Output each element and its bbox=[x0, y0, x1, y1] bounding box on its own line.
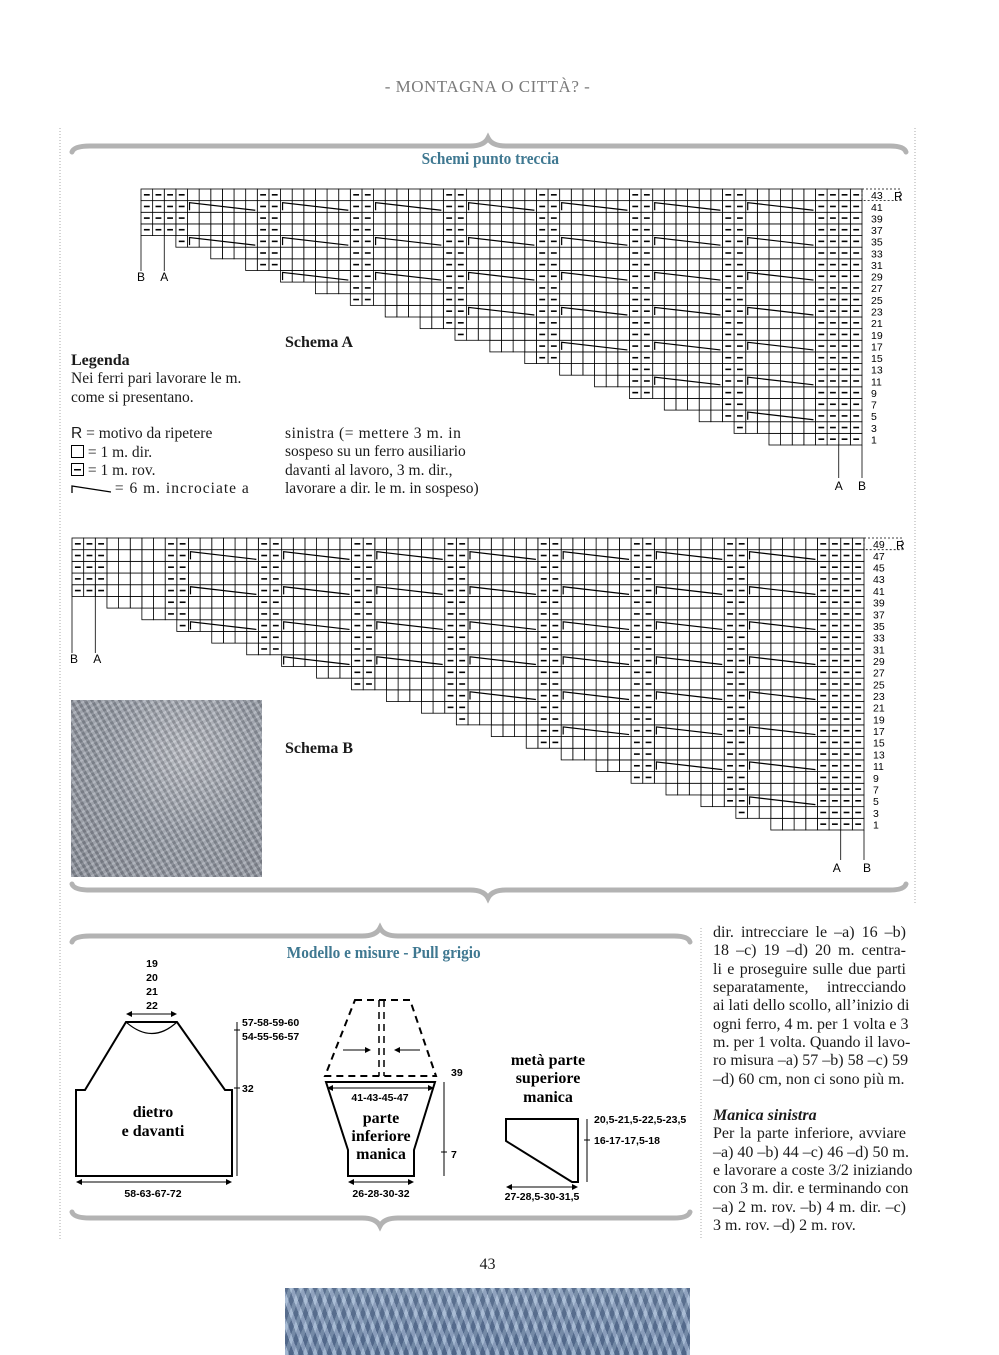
row-number: 35 bbox=[871, 236, 883, 249]
chart-cell bbox=[771, 783, 783, 795]
chart-cell bbox=[782, 596, 794, 608]
sleeve-upper-dashed-outline bbox=[325, 1000, 436, 1076]
chart-cell bbox=[782, 538, 794, 550]
chart-cell bbox=[759, 585, 771, 597]
chart-cell bbox=[794, 666, 806, 678]
chart-cell bbox=[713, 550, 725, 562]
row-number: 9 bbox=[873, 772, 879, 785]
chart-cell bbox=[713, 596, 725, 608]
chart-cell bbox=[771, 748, 783, 760]
row-number: 15 bbox=[871, 353, 883, 366]
chart-cell bbox=[771, 561, 783, 573]
chart-cell bbox=[759, 538, 771, 550]
row-number: 3 bbox=[871, 422, 877, 435]
legend-item-text: = 1 m. dir. bbox=[87, 443, 153, 461]
chart-cell bbox=[782, 643, 794, 655]
marker-label: A bbox=[834, 479, 843, 493]
chart-cell bbox=[806, 550, 818, 562]
chart-cell bbox=[759, 713, 771, 725]
chart-cell bbox=[771, 573, 783, 585]
chart-cell bbox=[806, 655, 818, 667]
neck-measure: 20 bbox=[146, 972, 158, 984]
chart-cell bbox=[759, 795, 771, 807]
chart-cell bbox=[782, 807, 794, 819]
row-number: 23 bbox=[873, 691, 885, 704]
chart-cell bbox=[794, 608, 806, 620]
chart-cell bbox=[748, 783, 760, 795]
legend-continuation-line: lavorare a dir. le m. in sospeso) bbox=[285, 480, 479, 498]
chart-cell bbox=[759, 596, 771, 608]
chart-cell bbox=[782, 631, 794, 643]
chart-cell bbox=[771, 807, 783, 819]
front-label: e davanti bbox=[121, 1123, 185, 1140]
chart-cell bbox=[713, 760, 725, 772]
text-line: Per la parte inferiore, avviare bbox=[713, 1125, 906, 1143]
chart-cell bbox=[794, 538, 806, 550]
front-height-total: 57-58-59-60 bbox=[242, 1017, 300, 1029]
chart-cell bbox=[713, 690, 725, 702]
chart-cell bbox=[748, 631, 760, 643]
row-number: 21 bbox=[871, 318, 883, 331]
chart-cell bbox=[782, 783, 794, 795]
chart-cell bbox=[794, 550, 806, 562]
chart-cell bbox=[806, 807, 818, 819]
chart-cell bbox=[806, 631, 818, 643]
text-line: –a) 40 –b) 44 –c) 46 –d) 50 m. bbox=[713, 1143, 909, 1161]
upper-sleeve-label: superiore bbox=[515, 1070, 581, 1087]
chart-cell bbox=[794, 631, 806, 643]
row-number: 11 bbox=[873, 761, 884, 774]
chart-cell bbox=[794, 643, 806, 655]
chart-cell bbox=[771, 737, 783, 749]
chart-cell bbox=[794, 818, 806, 830]
knit-texture-photo bbox=[285, 1288, 690, 1355]
sleeve-lower-label: parte bbox=[362, 1110, 400, 1127]
chart-cell bbox=[701, 620, 713, 632]
row-number: 1 bbox=[873, 819, 879, 832]
instructions-column bbox=[713, 924, 913, 1236]
chart-cell bbox=[806, 795, 818, 807]
chart-cell bbox=[806, 666, 818, 678]
chart-cell bbox=[806, 725, 818, 737]
chart-cell bbox=[759, 737, 771, 749]
chart-cell bbox=[771, 678, 783, 690]
row-number: 21 bbox=[873, 702, 885, 715]
chart-cell bbox=[806, 538, 818, 550]
chart-cell bbox=[806, 818, 818, 830]
page-number: 43 bbox=[479, 1256, 496, 1273]
marker-label: B bbox=[862, 861, 872, 875]
chart-cell bbox=[701, 561, 713, 573]
chart-cell bbox=[771, 643, 783, 655]
chart-cell bbox=[759, 748, 771, 760]
row-number: 19 bbox=[871, 329, 883, 342]
chart-cell bbox=[748, 702, 760, 714]
chart-cell bbox=[701, 666, 713, 678]
row-number: 31 bbox=[871, 259, 883, 272]
row-number: 35 bbox=[873, 620, 885, 633]
legend-item-text: = 1 m. rov. bbox=[87, 462, 156, 480]
chart-cell bbox=[782, 713, 794, 725]
chart-cell bbox=[759, 655, 771, 667]
chart-cell bbox=[759, 807, 771, 819]
chart-cell bbox=[806, 748, 818, 760]
row-number: 25 bbox=[873, 679, 885, 692]
row-number: 1 bbox=[871, 434, 877, 447]
neck-measure: 19 bbox=[146, 958, 158, 970]
row-number: 45 bbox=[873, 562, 885, 575]
chart-cell bbox=[794, 737, 806, 749]
chart-cell bbox=[759, 772, 771, 784]
text-line: ro misura –a) 57 –b) 58 –c) 59 bbox=[713, 1052, 909, 1070]
row-number: 39 bbox=[871, 213, 883, 226]
chart-cell bbox=[748, 737, 760, 749]
chart-cell bbox=[701, 772, 713, 784]
chart-cell bbox=[748, 573, 760, 585]
row-number: 43 bbox=[873, 574, 885, 587]
sleeve-lower-label: inferiore bbox=[351, 1128, 411, 1145]
sleeve-cuff: 7 bbox=[451, 1149, 457, 1161]
chart-cell bbox=[701, 596, 713, 608]
chart-cell bbox=[748, 561, 760, 573]
text-line: m. per 1 volta. Quando il lavo- bbox=[713, 1034, 911, 1052]
chart-cell bbox=[713, 737, 725, 749]
repeat-symbol: R bbox=[71, 425, 83, 443]
chart-cell bbox=[748, 748, 760, 760]
chart-cell bbox=[713, 783, 725, 795]
chart-cell bbox=[701, 795, 713, 807]
chart-cell bbox=[713, 748, 725, 760]
chart-cell bbox=[771, 702, 783, 714]
chart-cell bbox=[794, 713, 806, 725]
chart-cell bbox=[782, 748, 794, 760]
chart-cell bbox=[759, 643, 771, 655]
chart-cell bbox=[701, 550, 713, 562]
section-title-model: Modello e misure - Pull grigio bbox=[286, 943, 481, 962]
row-number: 37 bbox=[871, 225, 883, 238]
row-number: 5 bbox=[873, 796, 879, 809]
chart-cell bbox=[701, 690, 713, 702]
row-number: 37 bbox=[873, 609, 885, 622]
chart-cell bbox=[713, 702, 725, 714]
row-number: 7 bbox=[873, 784, 879, 797]
row-number: 17 bbox=[873, 726, 885, 739]
text-line: ogni ferro, 4 m. per 1 volta e 3 bbox=[713, 1015, 909, 1033]
repeat-mark: R bbox=[896, 538, 905, 553]
chart-cell bbox=[701, 678, 713, 690]
chart-cell bbox=[701, 760, 713, 772]
chart-cell bbox=[806, 643, 818, 655]
chart-cell bbox=[701, 643, 713, 655]
chart-cell bbox=[713, 631, 725, 643]
row-number: 27 bbox=[871, 283, 883, 296]
chart-cell bbox=[701, 655, 713, 667]
chart-cell bbox=[713, 643, 725, 655]
running-header: - MONTAGNA O CITTÀ? - bbox=[384, 77, 591, 96]
chart-cell bbox=[748, 596, 760, 608]
row-number: 5 bbox=[871, 411, 877, 424]
chart-cell bbox=[759, 550, 771, 562]
chart-cell bbox=[806, 690, 818, 702]
row-number: 17 bbox=[871, 341, 883, 354]
chart-cell bbox=[713, 795, 725, 807]
row-number: 31 bbox=[873, 644, 885, 657]
chart-cell bbox=[701, 737, 713, 749]
schema-b-label: Schema B bbox=[285, 740, 353, 757]
chart-cell bbox=[806, 585, 818, 597]
chart-cell bbox=[759, 561, 771, 573]
chart-cell bbox=[713, 585, 725, 597]
marker-label: B bbox=[69, 652, 79, 666]
chart-cell bbox=[701, 573, 713, 585]
chart-cell bbox=[771, 538, 783, 550]
upper-sleeve-width: 27-28,5-30-31,5 bbox=[504, 1191, 580, 1203]
chart-cell bbox=[794, 620, 806, 632]
chart-cell bbox=[771, 631, 783, 643]
chart-cell bbox=[771, 666, 783, 678]
chart-cell bbox=[806, 713, 818, 725]
chart-cell bbox=[806, 620, 818, 632]
legend-title: Legenda bbox=[71, 352, 130, 369]
row-number: 47 bbox=[873, 550, 885, 563]
chart-cell bbox=[759, 702, 771, 714]
upper-sleeve-height-total: 20,5-21,5-22,5-23,5 bbox=[594, 1114, 687, 1126]
chart-cell bbox=[782, 573, 794, 585]
chart-cell bbox=[782, 678, 794, 690]
chart-cell bbox=[782, 561, 794, 573]
chart-cell bbox=[806, 596, 818, 608]
chart-cell bbox=[759, 620, 771, 632]
chart-cell bbox=[759, 573, 771, 585]
upper-sleeve-height-side: 16-17-17,5-18 bbox=[594, 1135, 660, 1147]
legend-continuation-line: davanti al lavoro, 3 m. dir., bbox=[285, 461, 453, 479]
chart-cell bbox=[794, 772, 806, 784]
text-line: li e proseguire sulle due parti bbox=[713, 960, 906, 978]
chart-cell bbox=[701, 538, 713, 550]
chart-cell bbox=[759, 783, 771, 795]
chart-cell bbox=[713, 713, 725, 725]
chart-cell bbox=[748, 608, 760, 620]
chart-cell bbox=[794, 678, 806, 690]
section-title-cable-charts: Schemi punto treccia bbox=[421, 149, 560, 168]
chart-cell bbox=[782, 818, 794, 830]
chart-cell bbox=[771, 772, 783, 784]
chart-cell bbox=[794, 690, 806, 702]
chart-cell bbox=[806, 702, 818, 714]
chart-cell bbox=[748, 666, 760, 678]
chart-cell bbox=[701, 608, 713, 620]
chart-cell bbox=[782, 608, 794, 620]
row-number: 49 bbox=[873, 539, 885, 552]
marker-label: B bbox=[136, 270, 146, 284]
chart-cell bbox=[794, 702, 806, 714]
chart-cell bbox=[806, 561, 818, 573]
chart-cell bbox=[794, 655, 806, 667]
chart-cell bbox=[713, 772, 725, 784]
chart-cell bbox=[806, 783, 818, 795]
chart-cell bbox=[713, 725, 725, 737]
row-number: 43 bbox=[871, 190, 883, 203]
legend-intro-line: come si presentano. bbox=[71, 388, 194, 406]
chart-cell bbox=[794, 561, 806, 573]
chart-cell bbox=[759, 725, 771, 737]
row-number: 29 bbox=[873, 655, 885, 668]
upper-sleeve-label: metà parte bbox=[510, 1052, 586, 1069]
chart-cell bbox=[806, 760, 818, 772]
text-line: –a) 2 m. rov. –b) 4 m. dir. –c) bbox=[713, 1198, 906, 1216]
chart-cell bbox=[794, 807, 806, 819]
chart-cell bbox=[759, 608, 771, 620]
chart-cell bbox=[782, 772, 794, 784]
row-number: 13 bbox=[873, 749, 885, 762]
row-number: 41 bbox=[873, 585, 885, 598]
legend-intro-line: Nei ferri pari lavorare le m. bbox=[71, 370, 242, 388]
marker-label: A bbox=[160, 270, 169, 284]
chart-cell bbox=[713, 561, 725, 573]
text-line: 18 –c) 19 –d) 20 m. centra- bbox=[713, 942, 906, 960]
row-number: 3 bbox=[873, 807, 879, 820]
sleeve-lower-label: manica bbox=[356, 1146, 406, 1163]
chart-cell bbox=[794, 596, 806, 608]
row-number: 19 bbox=[873, 714, 885, 727]
row-number: 33 bbox=[873, 632, 885, 645]
chart-cell bbox=[701, 783, 713, 795]
legend-item-text: = motivo da ripetere bbox=[86, 425, 213, 443]
chart-cell bbox=[771, 596, 783, 608]
chart-cell bbox=[701, 702, 713, 714]
text-line: dir. intrecciare le –a) 16 –b) bbox=[713, 924, 906, 941]
chart-cell bbox=[794, 748, 806, 760]
neck-measure: 22 bbox=[146, 1000, 158, 1012]
legend-item-text: = 6 m. incrociate a bbox=[114, 480, 250, 498]
chart-cell bbox=[748, 643, 760, 655]
chart-cell bbox=[748, 713, 760, 725]
chart-cell bbox=[759, 666, 771, 678]
chart-cell bbox=[806, 772, 818, 784]
row-number: 9 bbox=[871, 387, 877, 400]
chart-cell bbox=[713, 573, 725, 585]
row-number: 7 bbox=[871, 399, 877, 412]
row-number: 41 bbox=[871, 201, 883, 214]
text-line: 3 m. rov. –d) 2 m. rov. bbox=[713, 1217, 856, 1235]
row-number: 15 bbox=[873, 737, 885, 750]
chart-cell bbox=[794, 573, 806, 585]
schema-a-label: Schema A bbox=[285, 334, 353, 351]
upper-sleeve-label: manica bbox=[523, 1089, 573, 1106]
front-height-shoulder: 54-55-56-57 bbox=[242, 1031, 300, 1043]
chart-cell bbox=[806, 573, 818, 585]
chart-cell bbox=[794, 783, 806, 795]
chart-cell bbox=[806, 678, 818, 690]
row-number: 33 bbox=[871, 248, 883, 261]
chart-cell bbox=[771, 608, 783, 620]
chart-cell bbox=[759, 631, 771, 643]
sleeve-top-width: 41-43-45-47 bbox=[351, 1092, 409, 1104]
row-number: 25 bbox=[871, 294, 883, 307]
row-number: 23 bbox=[871, 306, 883, 319]
chart-cell bbox=[759, 760, 771, 772]
chart-cell bbox=[701, 725, 713, 737]
chart-cell bbox=[759, 690, 771, 702]
sleeve-height: 39 bbox=[451, 1067, 463, 1079]
chart-cell bbox=[794, 725, 806, 737]
chart-cell bbox=[713, 538, 725, 550]
chart-cell bbox=[748, 538, 760, 550]
chart-cell bbox=[713, 678, 725, 690]
neck-measure: 21 bbox=[146, 986, 158, 998]
text-line: e lavorare a coste 3/2 iniziando bbox=[713, 1162, 913, 1180]
chart-cell bbox=[794, 760, 806, 772]
chart-cell bbox=[794, 795, 806, 807]
repeat-mark: R bbox=[894, 189, 903, 204]
chart-cell bbox=[701, 713, 713, 725]
chart-cell bbox=[748, 772, 760, 784]
section-heading: Manica sinistra bbox=[713, 1107, 817, 1125]
chart-cell bbox=[701, 631, 713, 643]
chart-cell bbox=[701, 585, 713, 597]
marker-label: A bbox=[93, 652, 102, 666]
sleeve-width: 26-28-30-32 bbox=[352, 1188, 410, 1200]
chart-cell bbox=[771, 818, 783, 830]
chart-cell bbox=[713, 620, 725, 632]
front-height-armhole: 32 bbox=[242, 1083, 254, 1095]
legend-continuation-line: sinistra (= mettere 3 m. in bbox=[285, 425, 462, 442]
chart-cell bbox=[701, 748, 713, 760]
chart-cell bbox=[713, 655, 725, 667]
chart-cell bbox=[806, 608, 818, 620]
chart-cell bbox=[713, 666, 725, 678]
text-line: con 3 m. dir. e terminando con bbox=[713, 1180, 909, 1198]
chart-cell bbox=[748, 678, 760, 690]
legend-continuation-line: sospeso su un ferro ausiliario bbox=[285, 443, 466, 461]
row-number: 27 bbox=[873, 667, 885, 680]
chart-cell bbox=[713, 608, 725, 620]
marker-label: A bbox=[832, 861, 841, 875]
front-back-piece bbox=[76, 1022, 232, 1176]
front-label: dietro bbox=[132, 1104, 174, 1121]
row-number: 39 bbox=[873, 597, 885, 610]
marker-label: B bbox=[857, 479, 867, 493]
row-number: 11 bbox=[871, 376, 882, 389]
chart-cell bbox=[748, 807, 760, 819]
chart-cell bbox=[806, 737, 818, 749]
chart-cell bbox=[782, 737, 794, 749]
text-line: separatamente, intrecciando bbox=[713, 979, 906, 997]
row-number: 29 bbox=[871, 271, 883, 284]
chart-cell bbox=[759, 678, 771, 690]
front-width: 58-63-67-72 bbox=[124, 1188, 182, 1200]
text-line: ai lati dello scollo, all’inizio di bbox=[713, 997, 910, 1015]
chart-cell bbox=[782, 702, 794, 714]
text-line: –d) 60 cm, non ci sono più m. bbox=[713, 1070, 905, 1088]
sleeve-upper-half-piece bbox=[506, 1119, 578, 1182]
chart-cell bbox=[771, 713, 783, 725]
chart-cell bbox=[782, 666, 794, 678]
chart-cell bbox=[794, 585, 806, 597]
row-number: 13 bbox=[871, 364, 883, 377]
